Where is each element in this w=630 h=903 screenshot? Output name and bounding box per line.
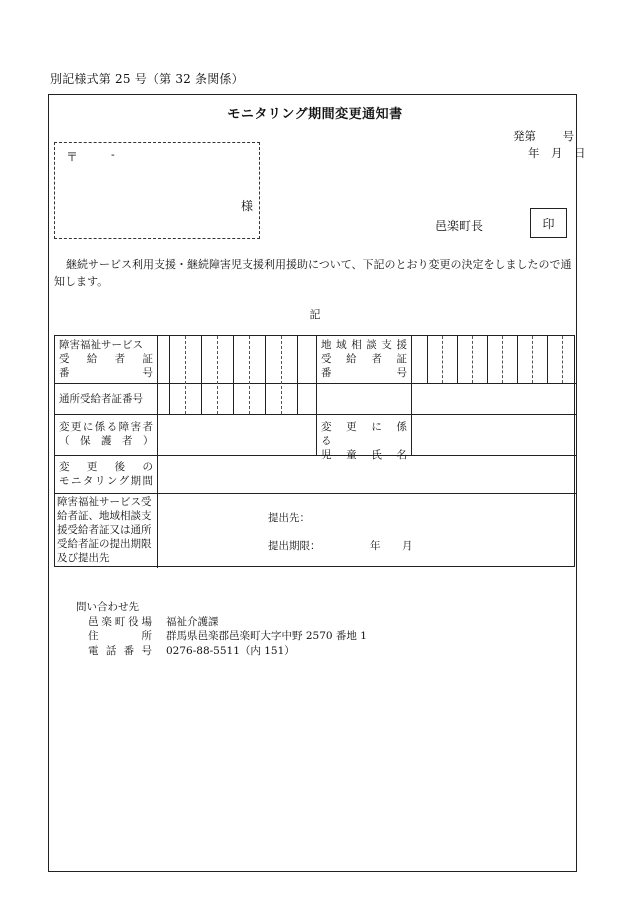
digit-cell-line — [547, 336, 548, 383]
info-table — [54, 335, 575, 567]
digit-cell-line — [169, 336, 170, 414]
label-line: 変更に係る障害者 — [59, 421, 153, 433]
digit-cell-line — [217, 336, 218, 414]
digit-cell-line — [249, 336, 250, 414]
postal-dash: - — [111, 148, 115, 161]
digit-cell-line — [201, 336, 202, 414]
deadline-month: 月 — [402, 540, 413, 552]
submission-destination-label: 提出先： — [268, 512, 310, 524]
contact-label: 電話番号 — [88, 644, 152, 657]
honorific: 様 — [241, 199, 254, 213]
label-line: （ 保 護 者 ） — [59, 435, 154, 447]
contact-info — [76, 600, 367, 658]
label-new-monitoring-period — [59, 460, 153, 488]
contact-value: 群馬県邑楽郡邑楽町大字中野 2570 番地 1 — [166, 630, 367, 642]
label-line: 障害福祉サービス受 — [57, 496, 152, 508]
label-line: 番 号 — [59, 367, 153, 379]
seal-box — [530, 208, 567, 238]
form-number: 別記様式第 25 号（第 32 条関係） — [50, 72, 244, 86]
issue-number: 発第 号 — [513, 129, 575, 143]
label-line: 給者証、地域相談支 — [57, 510, 152, 522]
table-vline — [411, 336, 412, 455]
contact-value: 0276-88-5511（内 151） — [166, 644, 295, 657]
issue-date: 年 月 日 — [528, 146, 586, 160]
seal-label: 印 — [542, 216, 555, 231]
label-line: 番 号 — [321, 367, 407, 379]
ki-heading: 記 — [309, 308, 321, 321]
label-line: 変 更 に 係 る — [321, 421, 418, 447]
label-line: 受 給 者 証 — [321, 353, 407, 365]
submission-deadline-label: 提出期限： — [268, 540, 321, 552]
digit-cell-line — [472, 336, 473, 383]
digit-cell-line — [532, 336, 533, 383]
label-line: 受 給 者 証 — [59, 353, 153, 365]
digit-cell-line — [297, 336, 298, 414]
contact-value: 福祉介護課 — [166, 615, 219, 628]
postal-mark: 〒 — [66, 150, 79, 164]
table-vline — [157, 336, 158, 568]
table-hline — [55, 455, 576, 456]
label-service-cert-number — [59, 338, 153, 380]
label-person-changed — [59, 420, 153, 448]
digit-cell-line — [281, 336, 282, 414]
label-line: 地域相談支援 — [321, 339, 407, 351]
label-line: 受給者証の提出期限 — [57, 538, 152, 550]
digit-cell-line — [517, 336, 518, 383]
digit-cell-line — [487, 336, 488, 383]
label-line: 障害福祉サービス — [59, 339, 143, 351]
label-line: 及び提出先 — [57, 552, 110, 564]
label-daycare-cert-number: 通所受給者証番号 — [59, 393, 143, 405]
contact-row — [88, 644, 367, 659]
table-hline — [55, 493, 576, 494]
digit-cell-line — [442, 336, 443, 383]
digit-cell-line — [316, 383, 317, 414]
contact-label: 邑楽町役場 — [88, 615, 152, 628]
label-line: 児 童 氏 名 — [321, 449, 407, 461]
contact-row — [88, 615, 367, 630]
contact-label: 住 所 — [88, 630, 152, 642]
digit-cell-line — [185, 336, 186, 414]
digit-cell-line — [427, 336, 428, 383]
digit-cell-line — [457, 336, 458, 383]
digit-cell-line — [233, 336, 234, 414]
issuer-mayor: 邑楽町長 — [435, 219, 484, 233]
digit-cell-line — [562, 336, 563, 383]
label-line: 変 更 後 の — [59, 461, 153, 473]
digit-cell-line — [502, 336, 503, 383]
contact-row — [88, 629, 367, 644]
label-line: モニタリング期間 — [59, 475, 153, 487]
digit-cell-line — [265, 336, 266, 414]
document-title: モニタリング期間変更通知書 — [227, 107, 403, 122]
label-consult-cert-number — [321, 338, 407, 380]
address-box — [54, 142, 260, 239]
label-line: 援受給者証又は通所 — [57, 524, 152, 536]
contact-heading: 問い合わせ先 — [76, 601, 139, 613]
label-child-name — [321, 420, 418, 462]
deadline-year: 年 — [370, 540, 381, 552]
notice-body: 継続サービス利用支援・継続障害児支援利用援助について、下記のとおり変更の決定をしましたので通知します。 — [54, 258, 572, 288]
label-submission-deadline — [57, 495, 155, 565]
